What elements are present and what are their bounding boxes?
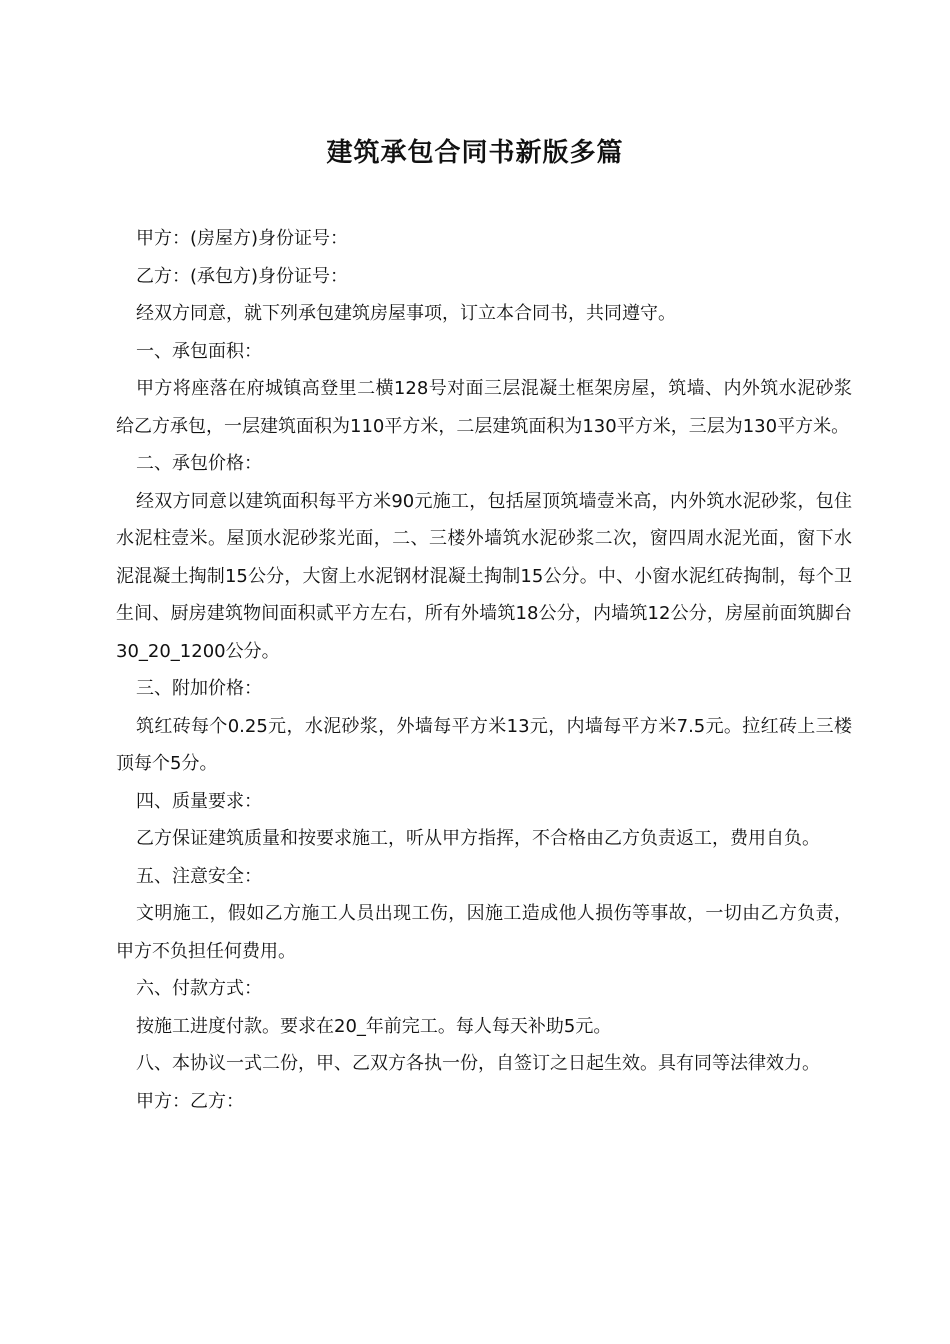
section-paragraph: 按施工进度付款。要求在20_年前完工。每人每天补助5元。 bbox=[136, 1015, 612, 1037]
section-paragraph: 筑红砖每个0.25元，水泥砂浆，外墙每平方米13元，内墙每平方米7.5元。拉红砖上三楼顶每个5分。 bbox=[116, 715, 852, 774]
section-paragraph: 乙方保证建筑质量和按要求施工，听从甲方指挥，不合格由乙方负责返工，费用自负。 bbox=[136, 828, 820, 849]
section-heading: 六、付款方式： bbox=[136, 978, 262, 999]
section-heading: 四、质量要求： bbox=[136, 790, 262, 812]
intro-paragraph: 经双方同意，就下列承包建筑房屋事项，订立本合同书，共同遵守。 bbox=[136, 303, 676, 324]
document-body bbox=[116, 220, 852, 1120]
section-heading: 五、注意安全： bbox=[136, 865, 262, 887]
section-heading: 一、承包面积： bbox=[136, 340, 262, 362]
section-paragraph: 甲方将座落在府城镇高登里二横128号对面三层混凝土框架房屋，筑墙、内外筑水泥砂浆给乙方承包，一层建筑面积为110平方米，二层建筑面积为130平方米，三层为130平方米。 bbox=[116, 378, 852, 437]
section-paragraph: 经双方同意以建筑面积每平方米90元施工，包括屋顶筑墙壹米高，内外筑水泥砂浆，包住水泥柱壹米。屋顶水泥砂浆光面，二、三楼外墙筑水泥砂浆二次，窗四周水泥光面，窗下水泥混凝土掏制15公分，大窗上水泥钢材混凝土掏制15公分。中、小窗水泥红砖掏制，每个卫生间、厨房建筑物间面积贰平方左右，所有外墙筑18公分，内墙筑12公分，房屋前面筑脚台30_20_1200公分。 bbox=[116, 490, 852, 662]
signature-line: 甲方：乙方： bbox=[136, 1090, 244, 1112]
section-heading: 二、承包价格： bbox=[136, 453, 262, 474]
party-a-line: 甲方：(房屋方)身份证号： bbox=[136, 228, 349, 249]
party-b-line: 乙方：(承包方)身份证号： bbox=[136, 265, 349, 287]
section-paragraph: 文明施工，假如乙方施工人员出现工伤，因施工造成他人损伤等事故，一切由乙方负责，甲方不负担任何费用。 bbox=[116, 903, 852, 962]
section-heading: 三、附加价格： bbox=[136, 678, 262, 699]
document-title: 建筑承包合同书新版多篇 bbox=[326, 138, 624, 168]
section-paragraph: 八、本协议一式二份，甲、乙双方各执一份，自签订之日起生效。具有同等法律效力。 bbox=[136, 1053, 820, 1074]
